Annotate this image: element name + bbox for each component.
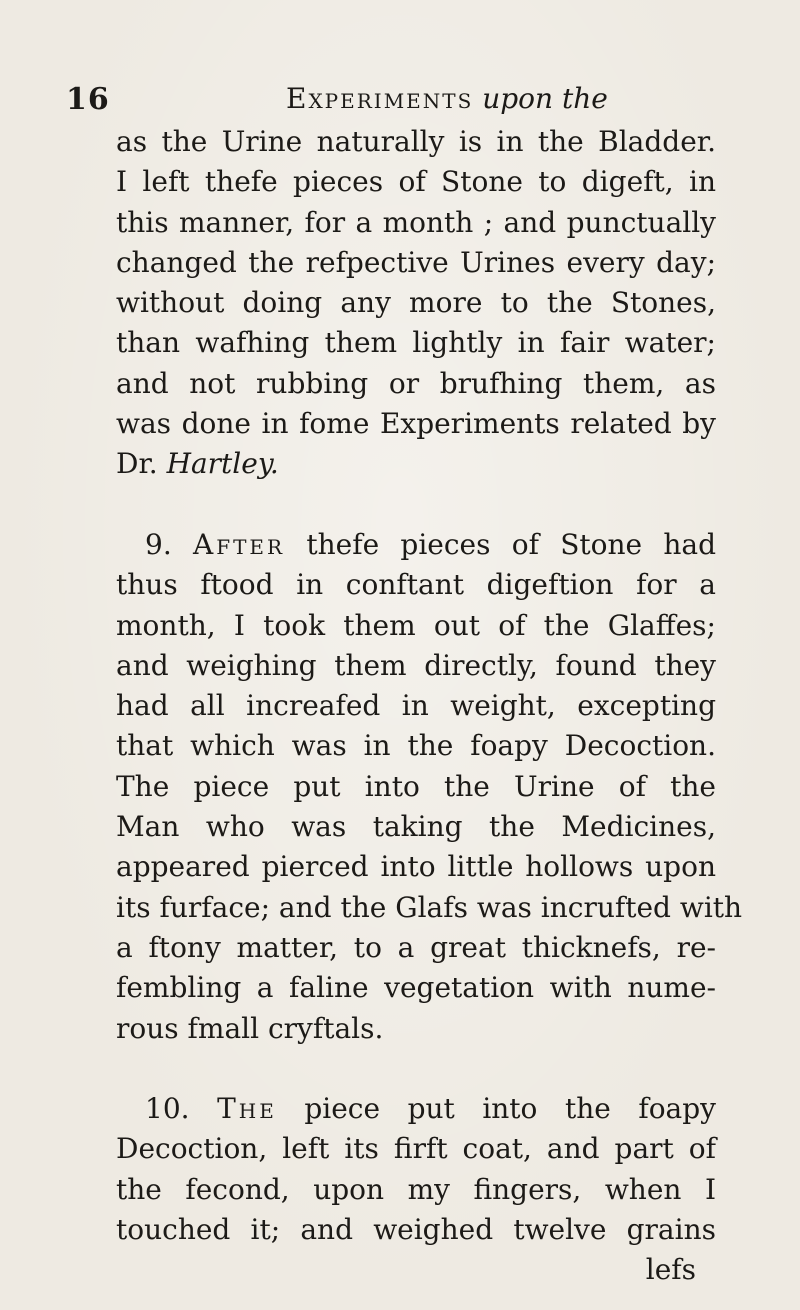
text-line: changed the refpective Urines every day; — [116, 245, 716, 279]
text-line: had all increafed in weight, excepting — [116, 689, 716, 723]
text-line: its furface; and the Glafs was incrufted with — [116, 890, 743, 924]
text-line: touched it; and weighed twelve grains — [116, 1213, 716, 1247]
text-line: that which was in the foapy Decoction. — [116, 729, 716, 763]
text-line: I left thefe pieces of Stone to digeft, in — [116, 165, 716, 199]
paragraph — [116, 122, 716, 485]
text-line: Man who was taking the Medicines, — [116, 810, 716, 844]
author-name: Hartley. — [166, 447, 279, 481]
paragraph-number: 10. — [145, 1092, 218, 1126]
text-line — [116, 525, 716, 565]
text-fragment: Dr. — [116, 447, 167, 481]
catchword: lefs — [645, 1253, 696, 1287]
text-line: appeared pierced into little hollows upon — [116, 850, 716, 884]
paragraph-number: 9. — [145, 527, 193, 561]
paragraph — [116, 525, 743, 1049]
text-line — [116, 444, 716, 484]
text-line: fembling a faline vegetation with nume- — [116, 971, 716, 1005]
text-line: Decoction, left its firft coat, and part of — [116, 1132, 716, 1166]
lead-word: The — [217, 1092, 277, 1126]
text-line: The piece put into the Urine of the — [116, 769, 716, 803]
text-line: as the Urine naturally is in the Bladder. — [116, 125, 716, 158]
text-line: and not rubbing or brufhing them, as — [116, 366, 716, 400]
paragraph-gap — [116, 485, 716, 525]
text-line: a ftony matter, to a great thicknefs, re- — [116, 930, 716, 964]
text-line: rous fmall cryftals. — [116, 1011, 384, 1045]
lead-word: After — [192, 527, 286, 561]
text-line: the fecond, upon my fingers, when I — [116, 1172, 716, 1206]
paragraph — [116, 1089, 716, 1290]
running-head-title: Experiments — [286, 82, 474, 115]
paragraph-gap — [116, 1049, 716, 1089]
text-line: and weighing them directly, found they — [116, 648, 716, 682]
text-fragment: piece put into the foapy — [276, 1092, 716, 1126]
running-head-subtitle: upon the — [482, 82, 608, 115]
text-line: month, I took them out of the Glaffes; — [116, 608, 716, 642]
text-line: than wafhing them lightly in fair water; — [116, 326, 716, 360]
page-number: 16 — [66, 82, 110, 117]
text-line — [116, 1089, 716, 1129]
text-line: this manner, for a month ; and punctually — [116, 205, 716, 239]
text-fragment: thefe pieces of Stone had — [285, 527, 716, 561]
text-line: was done in fome Experiments related by — [116, 407, 716, 441]
text-line: thus ftood in conftant digeftion for a — [116, 568, 716, 602]
body-text — [116, 122, 743, 1291]
running-head — [286, 82, 608, 115]
text-line: without doing any more to the Stones, — [116, 286, 716, 320]
